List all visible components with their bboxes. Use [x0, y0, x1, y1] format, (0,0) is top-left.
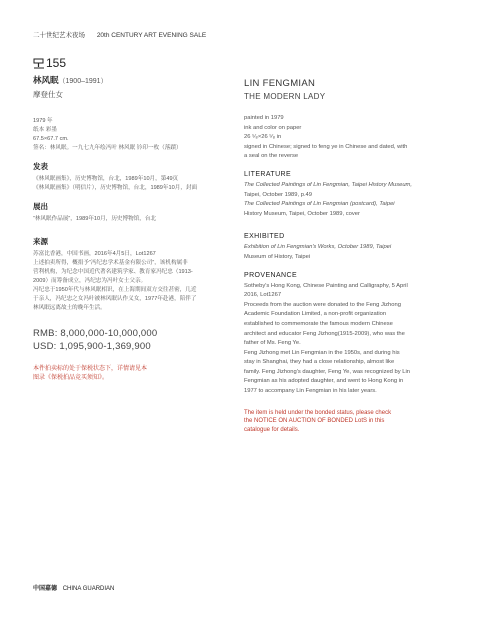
artwork-title-en: THE MODERN LADY [244, 92, 326, 101]
literature-cn [33, 175, 233, 193]
exhibited-heading-cn: 展出 [33, 202, 48, 211]
detail-line: 纸本 彩墨 [33, 127, 57, 133]
provenance-line: 苏富比香港，中国书画，2016年4月5日，Lot1267 [33, 251, 156, 257]
price-usd: USD: 1,095,900-1,369,900 [33, 341, 151, 352]
detail-line: 签名：林风眠。一九七九年绘冯叶 林风眠 钤印一枚（落蹟） [33, 145, 182, 151]
page-footer [33, 583, 114, 592]
lot-number [33, 56, 66, 70]
bonded-note-line: 图录《保税拍品竞买须知》。 [33, 375, 109, 381]
literature-line: 《林风眠画集》，历史博物馆，台北，1989年10月，第49页 [33, 176, 179, 182]
detail-line: painted in 1979 [244, 115, 284, 121]
provenance-line: 冯纪忠于1950年代与林风眠相识，在上海期间双方交往甚密，几近 [33, 287, 197, 293]
details-en [244, 114, 449, 162]
bonded-note-cn [33, 365, 233, 383]
literature-heading-en: LITERATURE [244, 170, 292, 178]
provenance-line: architect and educator Feng Jizhong(1915-2009), who was the [244, 330, 405, 337]
provenance-line: 2016, Lot1267 [244, 292, 282, 299]
provenance-heading-cn: 来源 [33, 237, 48, 246]
provenance-line: 于亲人，冯纪忠之女冯叶被林风眠认作义女，1977年赴港，陪伴了 [33, 296, 197, 302]
page-header [33, 30, 206, 39]
detail-line: 67.5×67.7 cm. [33, 136, 69, 142]
provenance-line: father of Ms. Feng Ye. [244, 340, 301, 347]
exhibited-en [244, 243, 449, 262]
lot-number-value: 155 [46, 56, 67, 70]
artist-dates: （1900–1991） [58, 78, 108, 85]
provenance-line: 2009）而筹备成立，冯纪忠为冯叶女士父亲。 [33, 278, 147, 284]
artist-cn: 林风眠 [33, 75, 59, 85]
details-cn [33, 117, 233, 153]
provenance-line: family. Feng Jizhong's daughter, Feng Ye, was recognized by Lin [244, 368, 410, 375]
detail-line: signed in Chinese; signed to feng ye in Chinese and dated, with [244, 143, 408, 150]
provenance-en [244, 282, 449, 397]
provenance-line: 上述拍卖所得，概捐予“冯纪忠学术基金有限公司”，该机构属非 [33, 260, 188, 266]
header-title-cn: 二十世纪艺术夜场 [33, 32, 85, 39]
provenance-line: stay in Shanghai, they had a close relationship, almost like [244, 359, 395, 366]
footer-brand-en: CHINA GUARDIAN [62, 586, 115, 592]
bonded-note-line: The item is held under the bonded status, please check [244, 409, 392, 416]
artist-name-en: LIN FENGMIAN [244, 78, 316, 89]
literature-en [244, 181, 449, 219]
literature-line: The Collected Paintings of Lin Fengmian (postcard), Taipei [244, 201, 395, 208]
detail-line: a seal on the reverse [244, 153, 299, 160]
chinese-column [33, 74, 233, 383]
literature-line: The Collected Paintings of Lin Fengmian, Taipei History Museum, [244, 181, 412, 188]
bonded-note-en [244, 409, 449, 435]
provenance-line: 1977 to accompany Lin Fengmian in his later years. [244, 388, 377, 395]
price-rmb: RMB: 8,000,000-10,000,000 [33, 328, 158, 339]
exhibited-line: Exhibition of Lin Fengmian's Works, October 1989, Taipei [244, 244, 392, 251]
provenance-line: 营利机构，为纪念中国近代著名建筑学家、教育家冯纪忠（1913- [33, 269, 193, 275]
provenance-cn [33, 250, 233, 313]
bonded-note-line: the NOTICE ON AUCTION OF BONDED LotS in this [244, 418, 385, 425]
literature-line: Taipei, October 1989, p.49 [244, 191, 312, 198]
provenance-line: Academic Foundation Limited, a non-profit organization [244, 311, 387, 318]
provenance-line: Fengmian as his adopted daughter, and went to Hong Kong in [244, 378, 404, 385]
bonded-note-line: catalogue for details. [244, 426, 300, 433]
footer-brand-cn: 中国嘉德 [33, 586, 58, 592]
english-column [244, 78, 449, 434]
literature-heading-cn: 发表 [33, 162, 48, 171]
exhibited-cn: “林风眠作品展”，1989年10月，历史博物馆，台北 [33, 216, 157, 222]
auction-hammer-icon [33, 58, 45, 69]
detail-line: 1979 年 [33, 118, 53, 124]
literature-line: 《林风眠画集》（明信片），历史博物馆，台北，1989年10月，封面 [33, 185, 198, 191]
exhibited-heading-en: EXHIBITED [244, 233, 285, 241]
detail-line: 26 ⁵⁄₈×26 ⁵⁄₈ in [244, 134, 282, 141]
bonded-note-line: 本件拍卖标的处于保税状态下，详情请见本 [33, 366, 148, 372]
artist-name-cn [33, 74, 233, 86]
exhibited-line: Museum of History, Taipei [244, 253, 311, 260]
header-title-en: 20th CENTURY ART EVENING SALE [96, 32, 207, 39]
provenance-line: Sotheby's Hong Kong, Chinese Painting and Calligraphy, 5 April [244, 282, 408, 289]
provenance-heading-en: PROVENANCE [244, 271, 298, 279]
provenance-line: Feng Jizhong met Lin Fengmian in the 1950s, and during his [244, 349, 400, 356]
provenance-line: Proceeds from the auction were donated to the Feng Jizhong [244, 301, 401, 308]
artwork-title-cn: 摩登仕女 [33, 90, 63, 99]
detail-line: ink and color on paper [244, 124, 302, 131]
provenance-line: 林风眠远离故土的晚年生活。 [33, 305, 106, 311]
literature-line: History Museum, Taipei, October 1989, cover [244, 210, 360, 217]
provenance-line: established to commemorate the famous modern Chinese [244, 320, 393, 327]
